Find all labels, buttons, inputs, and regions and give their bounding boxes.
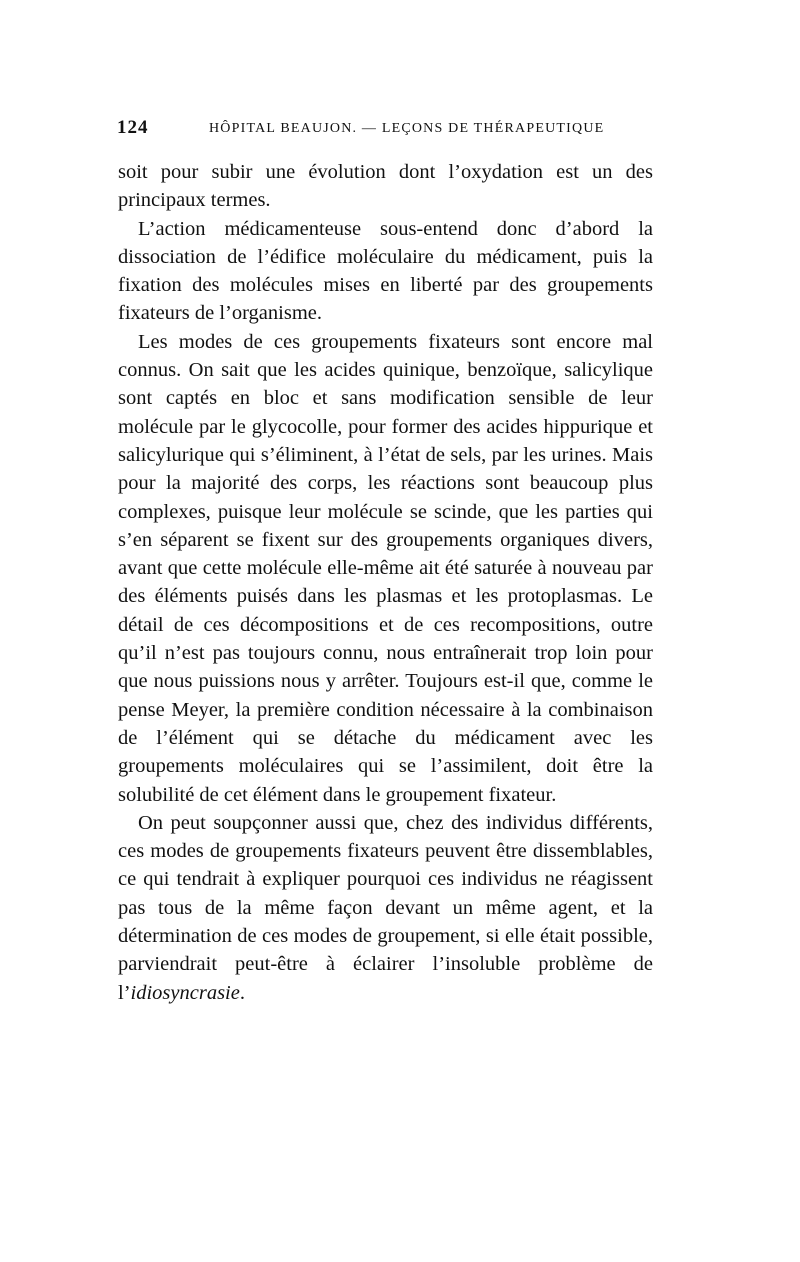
paragraph-3: Les modes de ces groupements fixateurs sont encore mal connus. On sait que les acides quinique, benzoïque, salicylique sont captés en bloc et sans modification sensible de leur molécule par le glycocolle, pour former des acides hippurique et salicylurique qui s’éliminent, à l’état de sels, par les urines. Mais pour la majorité des corps, les réactions sont beaucoup plus complexes, puisque leur molécule se scinde, que les parties qui s’en séparent se fixent sur des groupements organiques divers, avant que cette molécule elle-même ait été saturée à nouveau par des éléments puisés dans les plasmas et les protoplasmas. Le détail de ces décompositions et de ces recompositions, outre qu’il n’est pas toujours connu, nous entraînerait trop loin pour que nous puissions nous y arrêter. Toujours est-il que, comme le pense Meyer, la première condition nécessaire à la combinaison de l’élément qui se détache du médicament avec les groupements moléculaires qui se l’assimilent, doit être la solubilité de cet élément dans le groupement fixateur.: [118, 330, 653, 806]
paragraph-4-italic-term: idiosyncrasie: [130, 981, 240, 1004]
body-text: [118, 158, 653, 1007]
running-head: [117, 117, 653, 147]
paragraph-4: [118, 809, 653, 1007]
paragraph-4-ending: .: [239, 981, 245, 1004]
paragraph-1: soit pour subir une évolution dont l’oxydation est un des principaux termes.: [118, 161, 653, 212]
page-number: 124: [117, 117, 149, 138]
running-head-title: HÔPITAL BEAUJON. — LEÇONS DE THÉRAPEUTIQUE: [209, 121, 605, 136]
paragraph-2: L’action médicamenteuse sous-entend donc d’abord la dissociation de l’édifice moléculaire du médicament, puis la fixation des molécules mises en liberté par des groupements fixateurs de l’organisme.: [118, 217, 653, 325]
paragraph-4-main-text: On peut soupçonner aussi que, chez des individus différents, ces modes de groupements fixateurs peuvent être dissemblables, ce qui tendrait à expliquer pourquoi ces individus ne réagissent pas tous de la même façon devant un même agent, et la détermination de ces modes de groupement, si elle était possible, parviendrait peut-être à éclairer l’insoluble problème de: [118, 811, 653, 976]
paragraph-4-article: l’: [118, 981, 131, 1004]
